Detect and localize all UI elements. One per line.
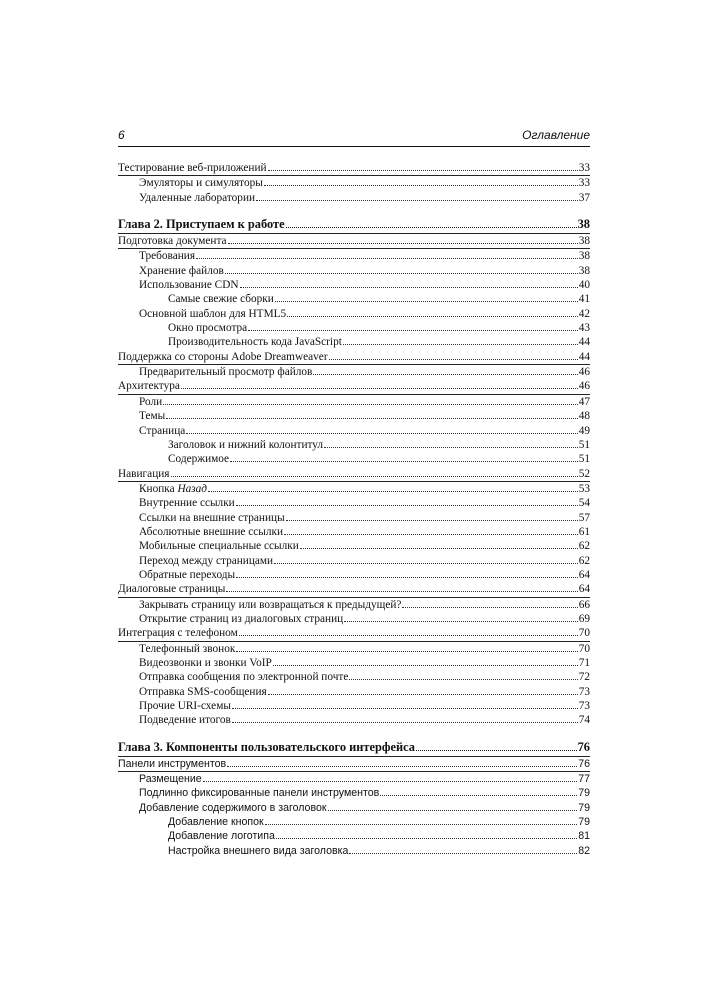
dot-leader <box>196 258 578 259</box>
dot-leader <box>181 388 578 389</box>
toc-page-number: 70 <box>578 642 590 655</box>
toc-entry <box>118 568 590 582</box>
dot-leader <box>265 824 578 825</box>
dot-leader <box>208 491 578 492</box>
dot-leader <box>236 651 577 652</box>
toc-entry <box>118 713 590 727</box>
toc-entry <box>118 438 590 452</box>
table-of-contents <box>118 161 590 858</box>
toc-entry-title: Телефонный звонок <box>139 642 236 655</box>
toc-page-number: 38 <box>578 264 590 277</box>
dot-leader <box>230 461 578 462</box>
toc-entry <box>118 670 590 684</box>
toc-page-number: 38 <box>578 250 590 263</box>
toc-entry-title: Диалоговые страницы <box>118 583 226 596</box>
toc-entry <box>118 496 590 510</box>
page-number: 6 <box>118 128 125 142</box>
toc-entry-title: Внутренние ссылки <box>139 497 235 510</box>
dot-leader <box>343 344 578 345</box>
dot-leader <box>329 359 578 360</box>
toc-page-number: 72 <box>578 671 590 684</box>
toc-page-number: 81 <box>578 830 590 843</box>
toc-entry <box>118 801 590 815</box>
toc-entry <box>118 815 590 829</box>
toc-entry <box>118 335 590 349</box>
toc-entry-title: Панели инструментов <box>118 757 227 770</box>
toc-entry <box>118 511 590 525</box>
toc-entry <box>118 161 590 176</box>
toc-entry-title: Темы <box>139 410 166 423</box>
toc-entry-title: Требования <box>139 250 196 263</box>
toc-entry-title: Закрывать страницу или возвращаться к предыдущей? <box>139 598 402 611</box>
dot-leader <box>239 635 578 636</box>
toc-entry-title: Видеозвонки и звонки VoIP <box>139 657 272 669</box>
dot-leader <box>240 287 578 288</box>
dot-leader <box>232 708 578 709</box>
dot-leader <box>380 795 577 796</box>
toc-entry-title: Переход между страницами <box>139 554 274 567</box>
toc-page-number: 43 <box>578 322 590 335</box>
toc-entry <box>118 452 590 466</box>
toc-entry <box>118 234 590 249</box>
toc-entry-title: Эмуляторы и симуляторы <box>139 177 263 190</box>
toc-entry <box>118 757 590 772</box>
toc-entry-title: Самые свежие сборки <box>168 293 274 306</box>
toc-entry <box>118 612 590 626</box>
toc-page-number: 40 <box>578 279 590 292</box>
toc-entry <box>118 292 590 306</box>
toc-entry-title: Подготовка документа <box>118 235 227 248</box>
toc-entry-title: Добавление содержимого в заголовок <box>139 801 327 814</box>
dot-leader <box>284 534 578 535</box>
toc-entry-title: Настройка внешнего вида заголовка <box>168 844 349 857</box>
dot-leader <box>166 418 577 419</box>
toc-page-number: 51 <box>578 438 590 451</box>
toc-entry-title: Страница <box>139 424 186 437</box>
dot-leader <box>349 853 577 854</box>
toc-entry <box>118 395 590 409</box>
toc-entry <box>118 482 590 496</box>
toc-page-number: 66 <box>578 598 590 611</box>
dot-leader <box>171 476 578 477</box>
toc-page-number: 47 <box>578 395 590 408</box>
toc-page-number: 64 <box>578 568 590 581</box>
dot-leader <box>268 694 578 695</box>
toc-chapter-entry <box>118 738 590 757</box>
toc-entry <box>118 249 590 263</box>
toc-entry <box>118 379 590 394</box>
dot-leader <box>225 273 578 274</box>
dot-leader <box>232 722 578 723</box>
toc-page-number: 38 <box>577 217 590 232</box>
toc-entry-title: Добавление кнопок <box>168 816 264 829</box>
toc-entry-title: Основной шаблон для HTML5 <box>139 307 287 320</box>
dot-leader <box>286 520 578 521</box>
toc-page-number: 44 <box>578 350 590 363</box>
dot-leader <box>324 447 578 448</box>
toc-page-number: 71 <box>578 657 590 669</box>
toc-entry-title: Заголовок и нижний колонтитул <box>168 438 324 451</box>
toc-entry-title: Прочие URI-схемы <box>139 700 231 713</box>
toc-entry <box>118 844 590 858</box>
toc-page-number: 51 <box>578 453 590 466</box>
toc-page-number: 49 <box>578 424 590 437</box>
toc-page-number: 42 <box>578 307 590 320</box>
toc-entry <box>118 772 590 786</box>
toc-entry-title: Навигация <box>118 467 170 480</box>
toc-entry-title: Открытие страниц из диалоговых страниц <box>139 612 344 625</box>
dot-leader <box>402 607 577 608</box>
toc-page-number: 79 <box>578 816 590 829</box>
dot-leader <box>226 591 577 592</box>
toc-entry <box>118 598 590 612</box>
toc-entry-title: Глава 3. Компоненты пользовательского интерфейса <box>118 739 415 754</box>
toc-entry-title: Ссылки на внешние страницы <box>139 511 285 524</box>
toc-page-number: 76 <box>577 739 590 754</box>
dot-leader <box>416 750 577 751</box>
toc-entry-title: Мобильные специальные ссылки <box>139 540 299 553</box>
toc-entry <box>118 786 590 800</box>
dot-leader <box>328 810 578 811</box>
toc-entry <box>118 699 590 713</box>
toc-entry-title: Отправка сообщения по электронной почте <box>139 671 349 684</box>
dot-leader <box>248 330 578 331</box>
page-header <box>118 128 590 148</box>
toc-page-number: 44 <box>578 336 590 349</box>
dot-leader <box>268 170 578 171</box>
toc-page-number: 33 <box>578 162 590 174</box>
toc-entry <box>118 321 590 335</box>
dot-leader <box>313 374 577 375</box>
toc-entry <box>118 656 590 670</box>
toc-page-number: 46 <box>578 366 590 379</box>
toc-page-number: 57 <box>578 511 590 524</box>
toc-chapter-entry <box>118 215 590 234</box>
toc-entry <box>118 278 590 292</box>
dot-leader <box>186 433 577 434</box>
toc-entry <box>118 350 590 365</box>
toc-entry <box>118 829 590 843</box>
toc-page-number: 74 <box>578 714 590 727</box>
toc-entry-title: Производительность кода JavaScript <box>168 336 342 349</box>
toc-entry-title <box>139 482 207 496</box>
toc-entry <box>118 525 590 539</box>
toc-page-number: 54 <box>578 497 590 510</box>
toc-entry-title: Отправка SMS-сообщения <box>139 685 267 698</box>
toc-page-number: 33 <box>578 177 590 190</box>
dot-leader <box>273 665 578 666</box>
toc-entry <box>118 176 590 190</box>
dot-leader <box>227 766 577 767</box>
dot-leader <box>264 185 578 186</box>
dot-leader <box>300 548 578 549</box>
dot-leader <box>275 301 578 302</box>
toc-page-number: 41 <box>578 293 590 306</box>
toc-entry <box>118 409 590 423</box>
dot-leader <box>203 781 578 782</box>
dot-leader <box>274 563 578 564</box>
toc-page-number: 62 <box>578 540 590 553</box>
toc-page-number: 76 <box>578 757 590 770</box>
toc-entry-title: Поддержка со стороны Adobe Dreamweaver <box>118 350 328 363</box>
toc-entry-title: Роли <box>139 395 163 408</box>
dot-leader <box>163 404 578 405</box>
toc-entry <box>118 626 590 641</box>
toc-entry-title: Тестирование веб-приложений <box>118 162 267 174</box>
toc-entry-title: Размещение <box>139 773 202 786</box>
toc-page-number: 77 <box>578 773 590 786</box>
dot-leader <box>236 577 578 578</box>
toc-entry <box>118 191 590 205</box>
dot-leader <box>349 679 577 680</box>
toc-entry-title: Архитектура <box>118 380 180 393</box>
toc-page-number: 38 <box>578 235 590 248</box>
toc-page-number: 53 <box>578 482 590 495</box>
toc-entry-title: Добавление логотипа <box>168 830 275 843</box>
toc-entry-title: Глава 2. Приступаем к работе <box>118 217 285 232</box>
toc-page-number: 48 <box>578 410 590 423</box>
dot-leader <box>287 316 578 317</box>
toc-page-number: 73 <box>578 685 590 698</box>
header-rule <box>118 146 590 147</box>
toc-entry-title-prefix: Кнопка <box>139 482 178 495</box>
toc-entry-title-emphasis: Назад <box>177 482 208 495</box>
dot-leader <box>286 227 577 228</box>
toc-entry-title: Предварительный просмотр файлов <box>139 366 313 379</box>
toc-entry-title: Абсолютные внешние ссылки <box>139 525 283 538</box>
toc-entry-title: Интеграция с телефоном <box>118 627 238 640</box>
toc-page-number: 70 <box>578 627 590 640</box>
dot-leader <box>276 838 577 839</box>
dot-leader <box>236 505 578 506</box>
toc-entry-title: Содержимое <box>168 453 230 466</box>
running-title: Оглавление <box>522 128 590 142</box>
toc-entry <box>118 685 590 699</box>
toc-entry <box>118 365 590 379</box>
toc-entry-title: Использование CDN <box>139 279 239 292</box>
toc-entry <box>118 424 590 438</box>
toc-entry-title: Хранение файлов <box>139 264 224 277</box>
toc-entry <box>118 467 590 482</box>
toc-page-number: 69 <box>578 612 590 625</box>
toc-page-number: 37 <box>578 191 590 204</box>
toc-entry <box>118 554 590 568</box>
toc-page-number: 52 <box>578 467 590 480</box>
toc-entry-title: Окно просмотра <box>168 322 248 335</box>
dot-leader <box>344 621 578 622</box>
dot-leader <box>228 243 578 244</box>
toc-entry <box>118 539 590 553</box>
toc-page-number: 64 <box>578 583 590 596</box>
toc-page-number: 62 <box>578 554 590 567</box>
toc-entry-title: Обратные переходы <box>139 568 236 581</box>
toc-entry <box>118 307 590 321</box>
dot-leader <box>256 200 578 201</box>
toc-entry <box>118 264 590 278</box>
toc-page-number: 82 <box>578 844 590 857</box>
toc-page-number: 79 <box>578 801 590 814</box>
toc-page-number: 79 <box>578 787 590 800</box>
toc-entry <box>118 582 590 597</box>
toc-entry-title: Удаленные лаборатории <box>139 191 256 204</box>
toc-entry-title: Подлинно фиксированные панели инструментов <box>139 787 380 800</box>
toc-page-number: 46 <box>578 380 590 393</box>
toc-entry-title: Подведение итогов <box>139 714 231 727</box>
toc-entry <box>118 642 590 656</box>
toc-page-number: 73 <box>578 700 590 713</box>
toc-page-number: 61 <box>578 525 590 538</box>
